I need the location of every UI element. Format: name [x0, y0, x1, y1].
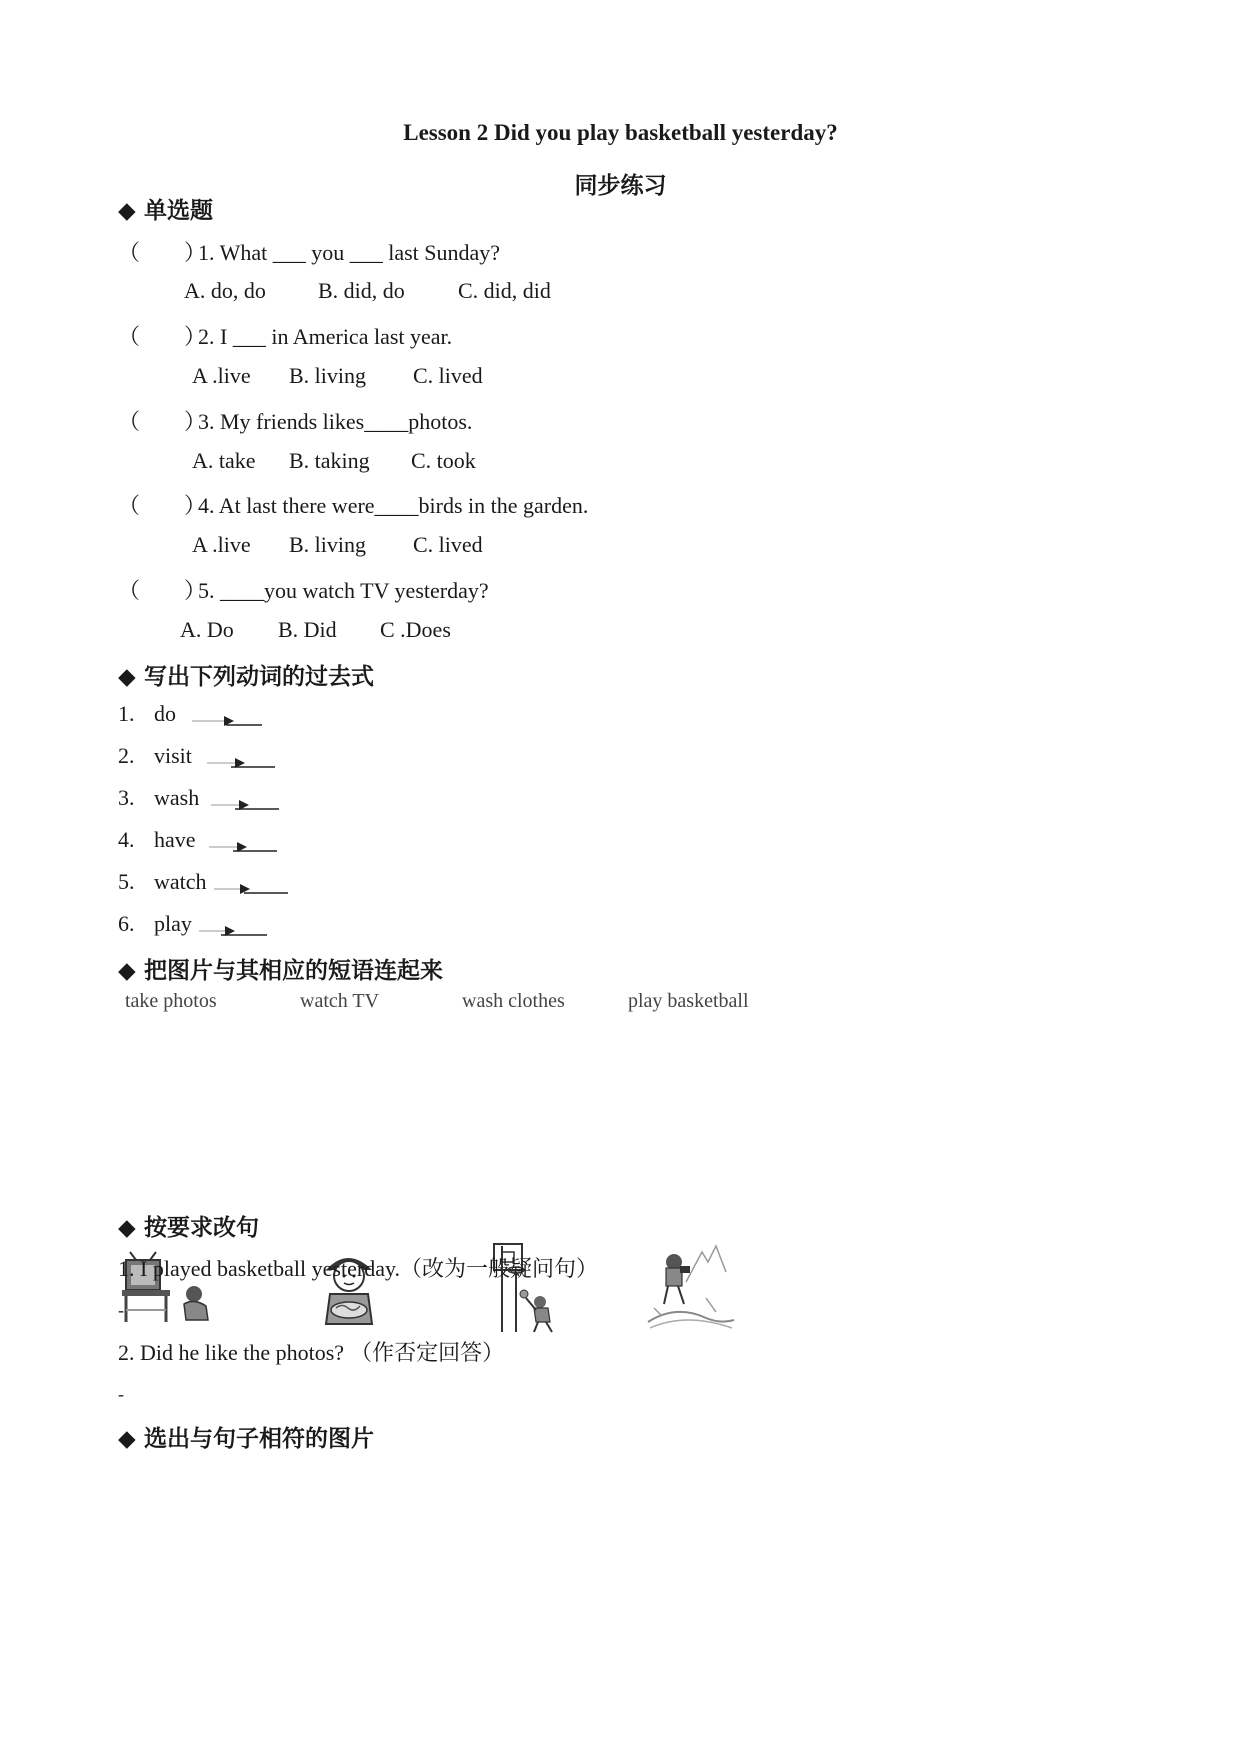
answer-blank-arrow[interactable]	[192, 706, 262, 726]
rewrite-instruction: （改为一般疑问句）	[400, 1257, 599, 1282]
option-a: A. take	[192, 448, 256, 473]
question-stem: 3. My friends likes____photos.	[198, 409, 473, 434]
verb-item-3	[118, 785, 281, 811]
section-heading-single-choice	[118, 192, 213, 225]
section-heading-choose-picture	[118, 1420, 374, 1453]
option-b: B. living	[289, 363, 367, 388]
rewrite-instruction: （作否定回答）	[350, 1341, 505, 1366]
question-2	[118, 320, 452, 351]
section-title: 写出下列动词的过去式	[144, 664, 374, 690]
option-c: C. lived	[413, 363, 483, 388]
verb-item-6	[118, 911, 269, 937]
section-title: 单选题	[144, 198, 213, 224]
section-title: 选出与句子相符的图片	[144, 1426, 374, 1452]
rewrite-item-1	[118, 1252, 598, 1283]
question-stem: 5. ____you watch TV yesterday?	[198, 578, 489, 603]
answer-bracket[interactable]: （ ）	[118, 241, 207, 266]
phrase-take-photos[interactable]: take photos	[125, 990, 217, 1012]
option-b: B. living	[289, 532, 367, 557]
verb-word: wash	[154, 785, 200, 810]
verb-word: watch	[154, 869, 207, 894]
question-2-options	[192, 363, 483, 389]
section-heading-rewrite	[118, 1209, 259, 1242]
diamond-bullet-icon: ◆	[118, 1426, 136, 1452]
option-c: C .Does	[380, 617, 451, 642]
question-1-options	[184, 278, 551, 304]
diamond-bullet-icon: ◆	[118, 958, 136, 984]
question-4-options	[192, 532, 483, 558]
option-a: A .live	[192, 363, 251, 388]
rewrite-sentence: 1. I played basketball yesterday.	[118, 1256, 401, 1281]
section-heading-past-tense	[118, 658, 374, 691]
option-a: A .live	[192, 532, 251, 557]
answer-line[interactable]: -	[118, 1384, 124, 1404]
verb-word: play	[154, 911, 192, 936]
answer-blank-arrow[interactable]	[199, 916, 269, 936]
answer-blank-arrow[interactable]	[211, 790, 281, 810]
item-number: 3.	[118, 785, 135, 810]
item-number: 6.	[118, 911, 135, 936]
answer-bracket[interactable]: （ ）	[118, 579, 207, 604]
question-stem: 4. At last there were____birds in the garden.	[198, 493, 589, 518]
verb-item-2	[118, 743, 277, 769]
item-number: 2.	[118, 743, 135, 768]
section-title: 按要求改句	[144, 1215, 259, 1241]
diamond-bullet-icon: ◆	[118, 198, 136, 224]
diamond-bullet-icon: ◆	[118, 1215, 136, 1241]
question-3-options	[192, 448, 476, 474]
rewrite-sentence: 2. Did he like the photos?	[118, 1340, 345, 1365]
item-number: 4.	[118, 827, 135, 852]
answer-blank-arrow[interactable]	[214, 874, 288, 894]
item-number: 5.	[118, 869, 135, 894]
diamond-bullet-icon: ◆	[118, 664, 136, 690]
verb-item-1	[118, 701, 262, 727]
page-title: Lesson 2 Did you play basketball yesterday?	[403, 120, 838, 145]
question-1	[118, 236, 500, 267]
section-heading-match	[118, 952, 443, 985]
verb-word: visit	[154, 743, 192, 768]
answer-bracket[interactable]: （ ）	[118, 325, 207, 350]
item-number: 1.	[118, 701, 135, 726]
question-stem: 2. I ___ in America last year.	[198, 324, 453, 349]
section-title: 把图片与其相应的短语连起来	[144, 958, 443, 984]
option-b: B. did, do	[318, 278, 405, 303]
answer-blank-arrow[interactable]	[207, 748, 277, 768]
question-3	[118, 405, 472, 436]
verb-item-4	[118, 827, 279, 853]
question-4	[118, 489, 588, 520]
question-5	[118, 574, 489, 605]
verb-word: have	[154, 827, 196, 852]
answer-bracket[interactable]: （ ）	[118, 410, 207, 435]
taking-photos-picture[interactable]	[646, 1242, 736, 1332]
verb-word: do	[154, 701, 176, 726]
phrase-wash-clothes[interactable]: wash clothes	[462, 990, 565, 1012]
phrase-watch-tv[interactable]: watch TV	[300, 990, 380, 1012]
option-c: C. lived	[413, 532, 483, 557]
rewrite-item-2	[118, 1336, 504, 1367]
option-a: A. Do	[180, 617, 234, 642]
page-subtitle: 同步练习	[574, 173, 667, 199]
option-a: A. do, do	[184, 278, 266, 303]
answer-bracket[interactable]: （ ）	[118, 494, 207, 519]
question-5-options	[180, 617, 451, 643]
option-b: B. taking	[289, 448, 370, 473]
answer-line[interactable]: -	[118, 1300, 124, 1320]
answer-blank-arrow[interactable]	[209, 832, 279, 852]
option-b: B. Did	[278, 617, 337, 642]
verb-item-5	[118, 869, 288, 895]
option-c: C. took	[411, 448, 476, 473]
question-stem: 1. What ___ you ___ last Sunday?	[198, 240, 501, 265]
option-c: C. did, did	[458, 278, 551, 303]
phrase-play-basketball[interactable]: play basketball	[628, 990, 749, 1012]
